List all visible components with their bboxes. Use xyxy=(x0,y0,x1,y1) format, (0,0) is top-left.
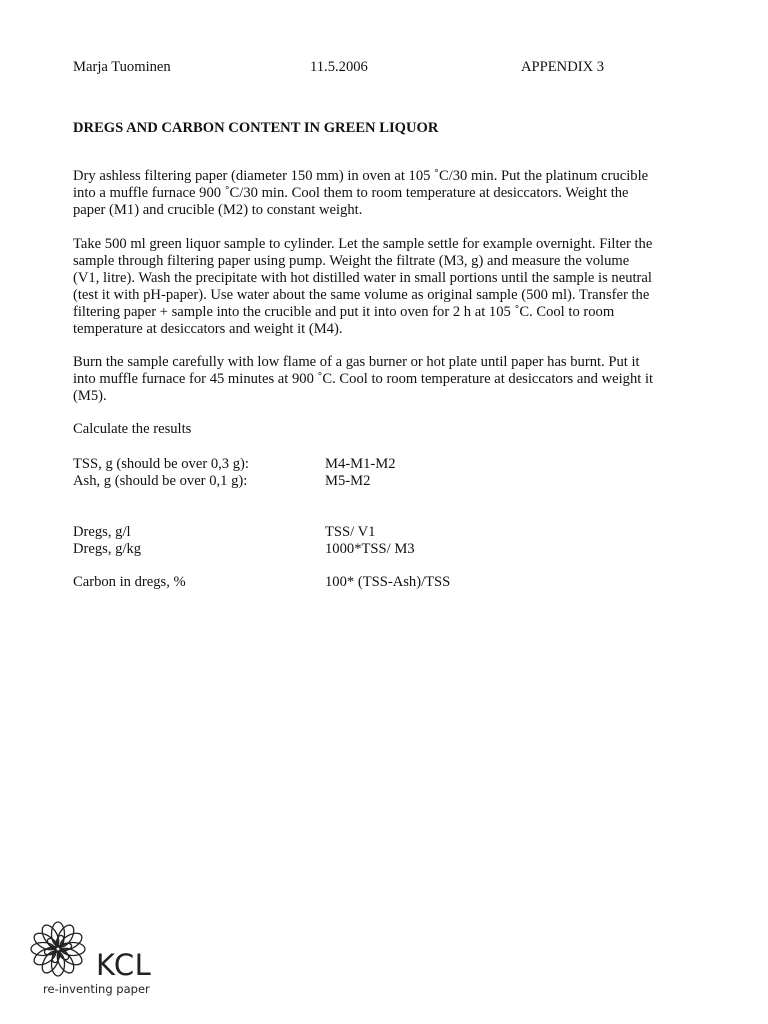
text-line: temperature at desiccators and weight it (M4). xyxy=(73,321,343,337)
text-line: (M5). xyxy=(73,388,107,404)
paragraph-calculate xyxy=(73,421,703,438)
appendix-label: APPENDIX 3 xyxy=(521,59,605,75)
result-label: Dregs, g/l xyxy=(73,524,131,540)
text-line: (test it with pH-paper). Use water about the same volume as original sample (500 ml). Transfer the xyxy=(73,287,650,303)
text-line: into muffle furnace for 45 minutes at 900 ˚C. Cool to room temperature at desiccators and weight it xyxy=(73,371,654,387)
result-formula: M4-M1-M2 xyxy=(325,456,396,472)
text-line: sample through filtering paper using pump. Weight the filtrate (M3, g) and measure the volume xyxy=(73,253,630,269)
paragraph-preparation xyxy=(73,168,703,219)
text-line: (V1, litre). Wash the precipitate with hot distilled water in small portions until the sample is neutral xyxy=(73,270,652,286)
result-formula: TSS/ V1 xyxy=(325,524,376,540)
result-label: Dregs, g/kg xyxy=(73,541,142,557)
result-row-dregs-gkg xyxy=(73,541,693,558)
text-line: Dry ashless filtering paper (diameter 150 mm) in oven at 105 ˚C/30 min. Put the platinum crucible xyxy=(73,168,649,184)
result-row-dregs-gl xyxy=(73,524,693,541)
result-row-ash xyxy=(73,473,693,490)
page-header xyxy=(73,59,693,77)
paragraph-burning xyxy=(73,354,703,405)
result-label: Ash, g (should be over 0,1 g): xyxy=(73,473,248,489)
result-formula: 1000*TSS/ M3 xyxy=(325,541,415,557)
result-row-carbon xyxy=(73,574,693,591)
text-line: Take 500 ml green liquor sample to cylinder. Let the sample settle for example overnight. Filter the xyxy=(73,236,653,252)
text-line: into a muffle furnace 900 ˚C/30 min. Cool them to room temperature at desiccators. Weight the xyxy=(73,185,629,201)
document-title: DREGS AND CARBON CONTENT IN GREEN LIQUOR xyxy=(73,120,439,136)
result-label: Carbon in dregs, % xyxy=(73,574,186,590)
paragraph-filtering xyxy=(73,236,703,338)
result-formula: 100* (TSS-Ash)/TSS xyxy=(325,574,451,590)
text-line: paper (M1) and crucible (M2) to constant weight. xyxy=(73,202,363,218)
text-line: Burn the sample carefully with low flame of a gas burner or hot plate until paper has burnt. Put it xyxy=(73,354,640,370)
result-formula: M5-M2 xyxy=(325,473,371,489)
result-row-tss xyxy=(73,456,693,473)
result-label: TSS, g (should be over 0,3 g): xyxy=(73,456,249,472)
text-line: filtering paper + sample into the crucible and put it into oven for 2 h at 105 ˚C. Cool to room xyxy=(73,304,615,320)
logo-tagline: re-inventing paper xyxy=(43,982,150,996)
author-name: Marja Tuominen xyxy=(73,59,171,75)
document-date: 11.5.2006 xyxy=(310,59,368,75)
text-line: Calculate the results xyxy=(73,421,192,437)
logo-name: KCL xyxy=(96,948,152,982)
flower-logo-icon xyxy=(22,918,102,982)
kcl-logo xyxy=(22,918,162,998)
